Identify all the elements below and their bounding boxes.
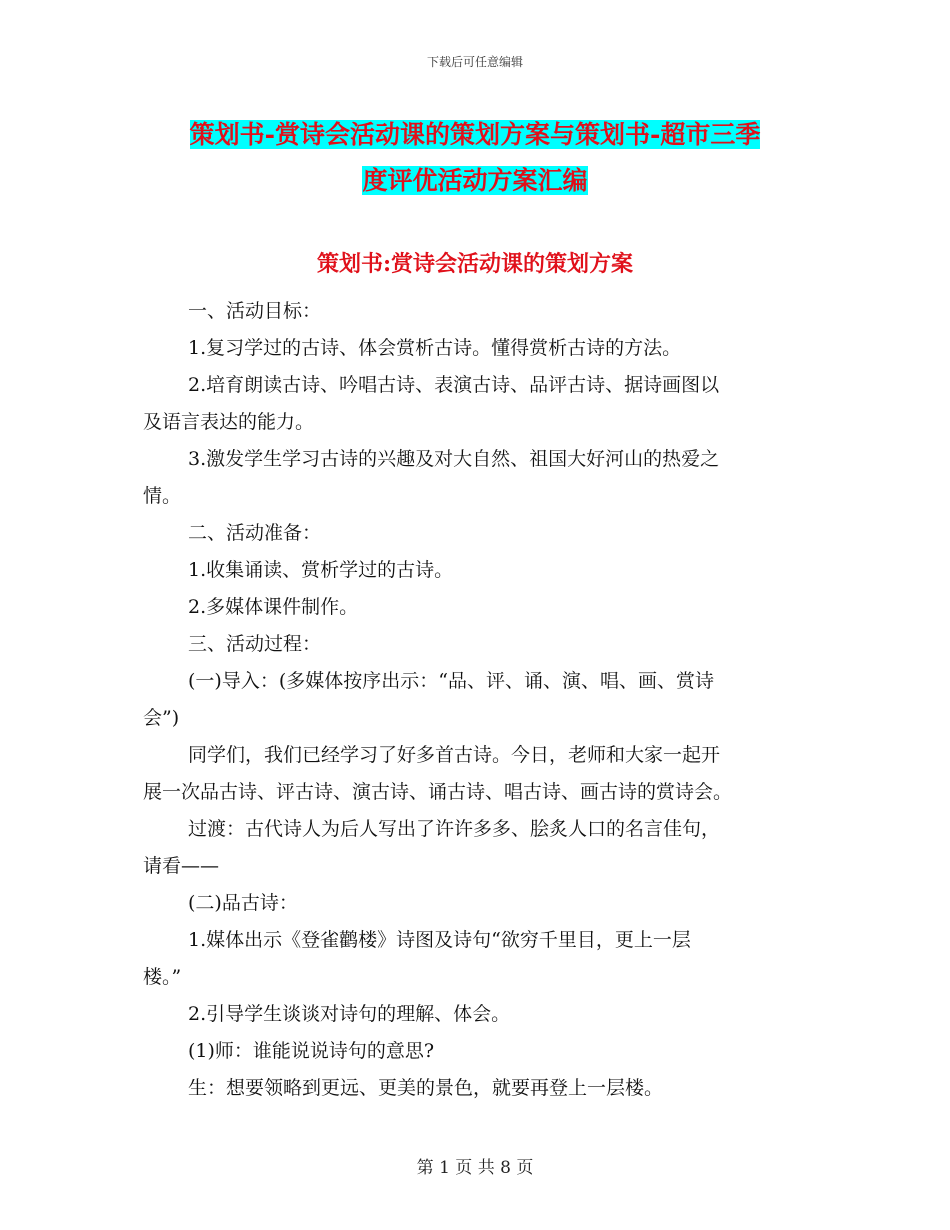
heading-activity-goals: 一、活动目标：	[188, 300, 322, 322]
paragraph-line: (1)师：谁能说说诗句的意思?	[188, 1040, 435, 1062]
paragraph-line: 会”)	[143, 707, 180, 729]
document-title	[140, 112, 810, 204]
paragraph-line: 1.复习学过的古诗、体会赏析古诗。懂得赏析古诗的方法。	[188, 337, 682, 359]
paragraph-line: (一)导入：(多媒体按序出示：“品、评、诵、演、唱、画、赏诗	[188, 670, 714, 692]
section-title: 策划书:赏诗会活动课的策划方案	[316, 251, 634, 277]
paragraph-line: 及语言表达的能力。	[143, 411, 315, 433]
document-body	[143, 293, 808, 1107]
heading-activity-preparation: 二、活动准备：	[188, 522, 322, 544]
title-line-1: 策划书-赏诗会活动课的策划方案与策划书-超市三季	[189, 120, 761, 149]
paragraph-line: 1.媒体出示《登雀鹳楼》诗图及诗句“欲穷千里目，更上一层	[188, 929, 691, 951]
title-line-2: 度评优活动方案汇编	[362, 166, 588, 195]
heading-activity-process: 三、活动过程：	[188, 633, 322, 655]
paragraph-line: 2.引导学生谈谈对诗句的理解、体会。	[188, 1003, 511, 1025]
paragraph-line: 3.激发学生学习古诗的兴趣及对大自然、祖国大好河山的热爱之	[188, 448, 720, 470]
paragraph-line: 过渡：古代诗人为后人写出了许许多多、脍炙人口的名言佳句，	[188, 818, 721, 840]
header-note: 下载后可任意编辑	[426, 55, 523, 69]
paragraph-line: 同学们，我们已经学习了好多首古诗。今日，老师和大家一起开	[188, 744, 721, 766]
paragraph-line: 生：想要领略到更远、更美的景色，就要再登上一层楼。	[188, 1077, 664, 1099]
paragraph-line: 情。	[143, 485, 182, 507]
paragraph-line: 2.多媒体课件制作。	[188, 596, 359, 618]
paragraph-line: 请看——	[143, 855, 220, 877]
page-footer: 第 1 页 共 8 页	[416, 1158, 534, 1178]
paragraph-line: 2.培育朗读古诗、吟唱古诗、表演古诗、品评古诗、据诗画图以	[188, 374, 720, 396]
paragraph-line: (二)品古诗：	[188, 892, 298, 914]
paragraph-line: 楼。”	[143, 966, 182, 988]
paragraph-line: 1.收集诵读、赏析学过的古诗。	[188, 559, 454, 581]
paragraph-line: 展一次品古诗、评古诗、演古诗、诵古诗、唱古诗、画古诗的赏诗会。	[143, 781, 733, 803]
